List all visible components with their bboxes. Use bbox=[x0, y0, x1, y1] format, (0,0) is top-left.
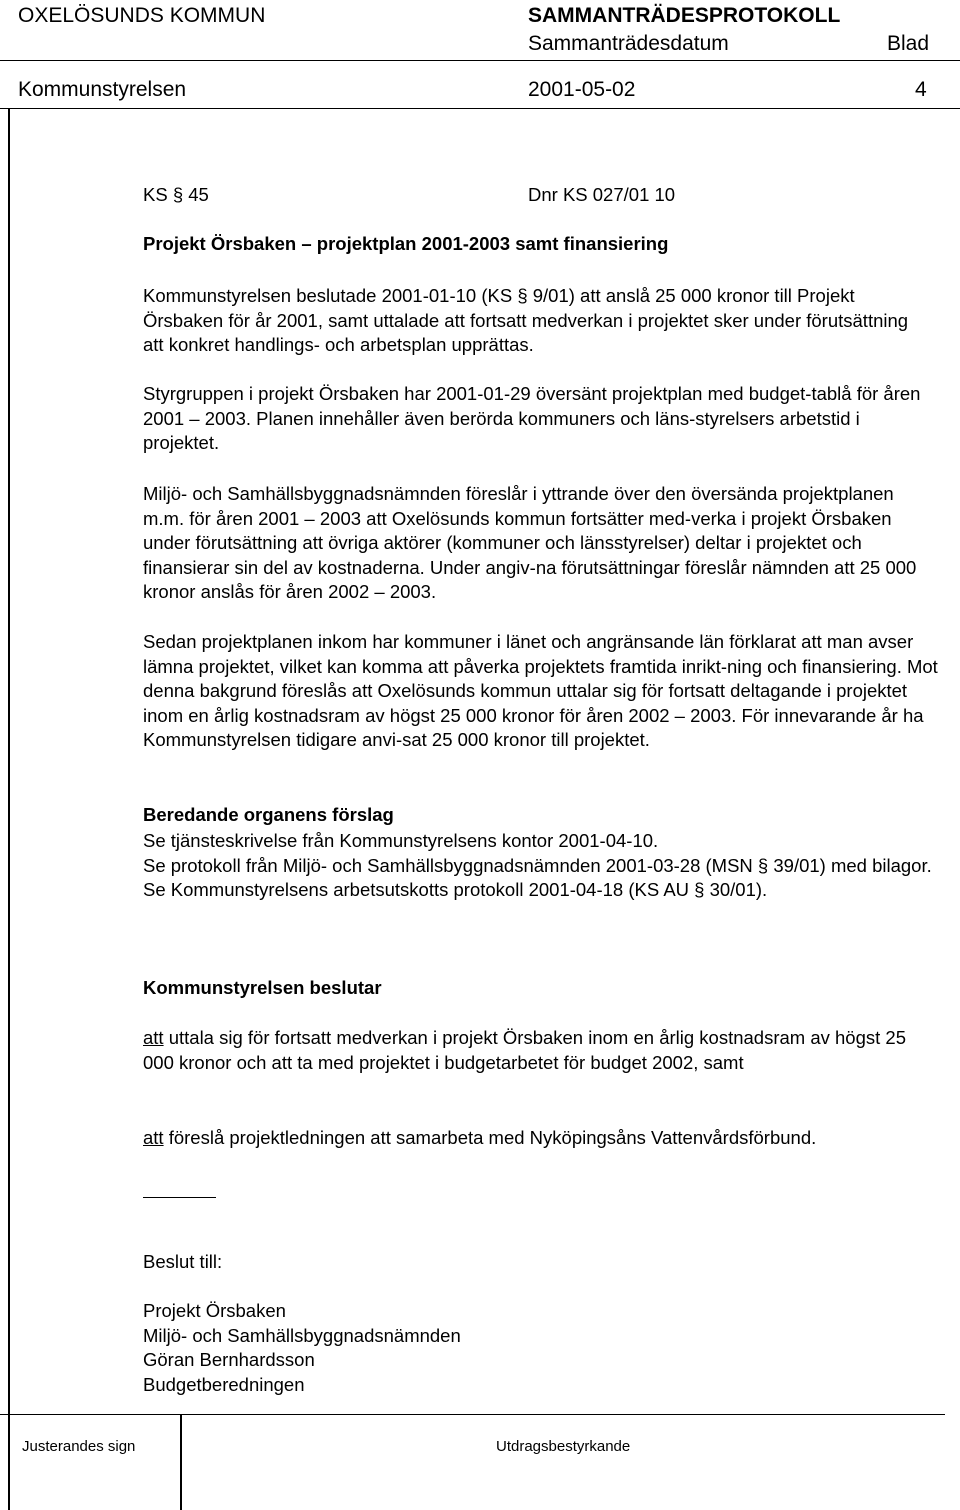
left-margin-line bbox=[8, 108, 10, 1510]
decision-item-1 bbox=[143, 1026, 913, 1075]
proposal-line: Se protokoll från Miljö- och Samhällsbyggnadsnämnden 2001-03-28 (MSN § 39/01) med bilagor. bbox=[143, 854, 932, 876]
recipient: Miljö- och Samhällsbyggnadsnämnden bbox=[143, 1324, 461, 1346]
footer-divider-line bbox=[180, 1415, 182, 1510]
paragraph-2 bbox=[143, 382, 923, 456]
meeting-date: 2001-05-02 bbox=[528, 78, 636, 101]
paragraph-1 bbox=[143, 284, 913, 358]
recipient: Budgetberedningen bbox=[143, 1373, 305, 1395]
paragraph-3 bbox=[143, 482, 933, 605]
distribution-heading: Beslut till: bbox=[143, 1251, 223, 1272]
extract-certification-label: Utdragsbestyrkande bbox=[496, 1438, 631, 1455]
decision-heading: Kommunstyrelsen beslutar bbox=[143, 977, 382, 998]
case-title: Projekt Örsbaken – projektplan 2001-2003 samt finansiering bbox=[143, 233, 669, 254]
page-label: Blad bbox=[887, 32, 930, 55]
municipality-name: OXELÖSUNDS KOMMUN bbox=[18, 4, 266, 27]
paragraph-4 bbox=[143, 630, 938, 753]
proposal-line: Se tjänsteskrivelse från Kommunstyrelsens kontor 2001-04-10. bbox=[143, 830, 659, 851]
proposal-heading: Beredande organens förslag bbox=[143, 804, 394, 825]
registration-number: Dnr KS 027/01 10 bbox=[528, 184, 676, 205]
decision-item-2 bbox=[143, 1126, 943, 1151]
paragraph-4-text: Sedan projektplanen inkom har kommuner i länet och angränsande län förklarat att man avser lämna projektet, vilket kan komma att påverka projektets framtida inrikt-ning och finansiering. Mot denna bakgrund föreslås att Oxelösunds kommun uttalar sig för fortsatt deltagande i projektet inom en årlig kostnadsram av högst 25 000 kronor för åren 2002 – 2003. För innevarande år ha Kommunstyrelsen tidigare anvi-sat 25 000 kronor till projektet. bbox=[143, 631, 938, 750]
meeting-date-label: Sammanträdesdatum bbox=[528, 32, 729, 55]
decision-keyword: att bbox=[143, 1027, 164, 1048]
header-divider-top bbox=[0, 60, 960, 61]
header-divider-bottom bbox=[0, 108, 960, 109]
decision-text: föreslå projektledningen att samarbeta med Nyköpingsåns Vattenvårdsförbund. bbox=[163, 1127, 817, 1148]
paragraph-1-text: Kommunstyrelsen beslutade 2001-01-10 (KS § 9/01) att anslå 25 000 kronor till Projekt Örsbaken för år 2001, samt uttalade att fortsatt medverkan i projektet sker under förutsättning att konkret handlings- och arbetsplan upprättas. bbox=[143, 285, 909, 355]
distribution-list bbox=[143, 1299, 943, 1397]
committee-name: Kommunstyrelsen bbox=[18, 78, 187, 101]
proposal-list bbox=[143, 829, 933, 903]
paragraph-3-text: Miljö- och Samhällsbyggnadsnämnden föreslår i yttrande över den översända projektplanen m.m. för åren 2001 – 2003 att Oxelösunds kommun fortsätter med-verka i projekt Örsbaken under förutsättning att övriga aktörer (kommuner och länsstyrelser) deltar i projektet och finansierar sin del av kostnaderna. Under angiv-na förutsättningar föreslår nämnden att 25 000 kronor anslås för åren 2002 – 2003. bbox=[143, 483, 917, 602]
decision-text: uttala sig för fortsatt medverkan i projekt Örsbaken inom en årlig kostnadsram av högst 25 000 kronor och att ta med projektet i budgetarbetet för budget 2002, samt bbox=[143, 1027, 906, 1073]
adjuster-signature-label: Justerandes sign bbox=[22, 1438, 136, 1455]
separator-rule bbox=[143, 1197, 216, 1198]
case-number: KS § 45 bbox=[143, 184, 209, 205]
recipient: Göran Bernhardsson bbox=[143, 1349, 315, 1370]
decision-keyword: att bbox=[143, 1127, 164, 1148]
proposal-line: Se Kommunstyrelsens arbetsutskotts protokoll 2001-04-18 (KS AU § 30/01). bbox=[143, 879, 768, 900]
footer-divider bbox=[0, 1414, 945, 1415]
page-number: 4 bbox=[915, 78, 927, 101]
recipient: Projekt Örsbaken bbox=[143, 1300, 286, 1321]
document-type: SAMMANTRÄDESPROTOKOLL bbox=[528, 4, 841, 27]
paragraph-2-text: Styrgruppen i projekt Örsbaken har 2001-01-29 översänt projektplan med budget-tablå för åren 2001 – 2003. Planen innehåller även berörda kommuners och läns-styrelsers arbetstid i projektet. bbox=[143, 383, 921, 453]
